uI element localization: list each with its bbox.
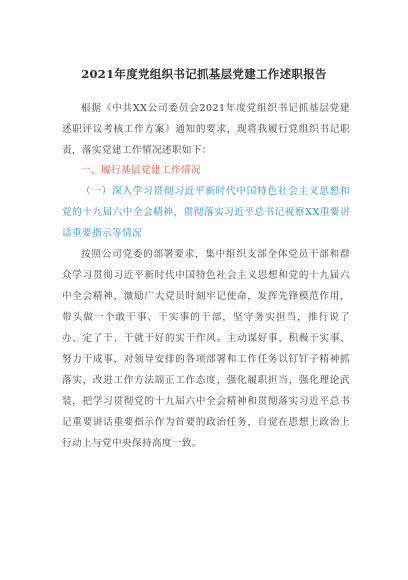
document-title: 2021年度党组织书记抓基层党建工作述职报告	[81, 67, 327, 81]
body-paragraph: 按照公司党委的部署要求，集中组织支部全体党员干部和群众学习贯彻习近平新时代中国特色社会主义思想和党的十九届六中全会精神，激励广大党员时刻牢记使命，发挥先锋模范作用，带头做一个敢干事、干实事的干部，坚守务实担当，推行说了办、定了干、干就干好的实干作风。主动谋好事、积极干实事、努力干成事，对领导安排的各项部署和工作任务以钉钉子精神抓落实，改进工作方法端正工作态度，强化履职担当，强化理论武装，把学习贯彻党的十九届六中全会精神和贯彻落实习近平总书记重要讲话重要指示作为首要的政治任务，自觉在思想上政治上行动上与党中央保持高度一致。	[62, 249, 350, 449]
subsection-heading: （一）深入学习贯彻习近平新时代中国特色社会主义思想和党的十九届六中全会精神，贯彻落实习近平总书记视察XX重要讲话重要指示等情况	[62, 186, 350, 239]
section-heading: 一、履行基层党建工作情况	[81, 165, 201, 176]
intro-paragraph: 根据《中共XX公司委员会2021年度党组织书记抓基层党建述职评议考核工作方案》通知的要求，现将我履行党组织书记职责，落实党建工作情况述职如下：	[62, 103, 350, 156]
